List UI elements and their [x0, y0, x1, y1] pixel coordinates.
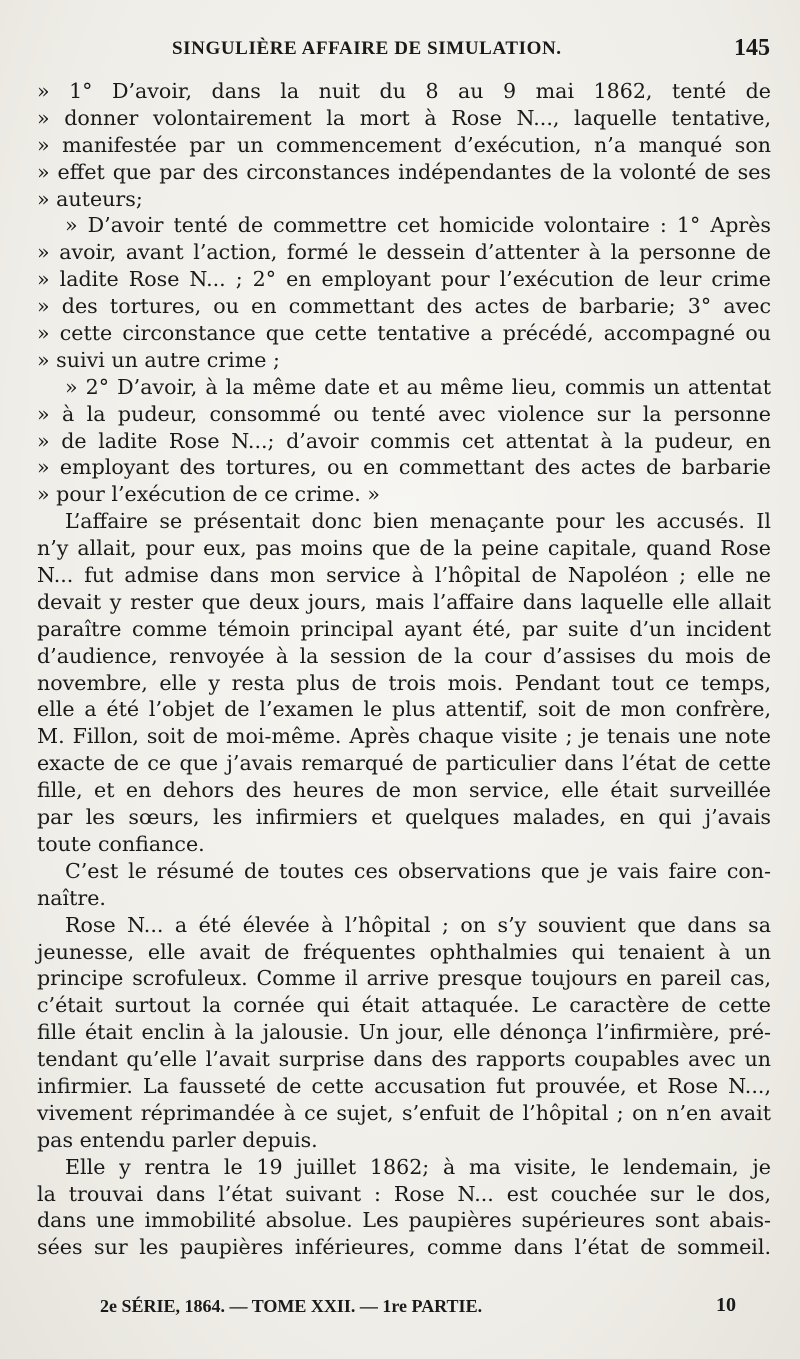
- text-line: devait y rester que deux jours, mais l’affaire dans laquelle elle allait: [37, 589, 771, 614]
- text-line: tendant qu’elle l’avait surprise dans des rapports coupables avec un: [37, 1047, 771, 1072]
- text-line: » 2° D’avoir, à la même date et au même lieu, commis un attentat: [65, 374, 771, 399]
- text-line: fille était enclin à la jalousie. Un jour, elle dénonça l’infirmière, pré-: [37, 1020, 771, 1045]
- page-number: 145: [734, 35, 770, 61]
- text-line: » manifestée par un commencement d’exécution, n’a manqué son: [37, 132, 771, 157]
- text-line: principe scrofuleux. Comme il arrive presque toujours en pareil cas,: [37, 966, 771, 991]
- text-line: Elle y rentra le 19 juillet 1862; à ma visite, le lendemain, je: [65, 1154, 771, 1179]
- signature-mark: 10: [716, 1294, 736, 1316]
- text-line: n’y allait, pour eux, pas moins que de la peine capitale, quand Rose: [37, 536, 771, 561]
- text-line: pas entendu parler depuis.: [37, 1127, 318, 1152]
- running-title: SINGULIÈRE AFFAIRE DE SIMULATION.: [172, 38, 562, 59]
- page-header: [60, 35, 770, 68]
- text-line: N... fut admise dans mon service à l’hôpital de Napoléon ; elle ne: [37, 563, 771, 588]
- series-info: 2e SÉRIE, 1864. — TOME XXII. — 1re PARTIE.: [100, 1296, 483, 1316]
- text-line: » auteurs;: [37, 186, 143, 211]
- text-line: » des tortures, ou en commettant des actes de barbarie; 3° avec: [37, 294, 771, 319]
- text-line: » de ladite Rose N...; d’avoir commis cet attentat à la pudeur, en: [37, 428, 771, 453]
- text-line: fille, et en dehors des heures de mon service, elle était surveillée: [37, 778, 771, 803]
- text-line: » avoir, avant l’action, formé le dessein d’attenter à la personne de: [37, 240, 771, 265]
- text-line: L’affaire se présentait donc bien menaçante pour les accusés. Il: [65, 509, 771, 534]
- text-line: C’est le résumé de toutes ces observations que je vais faire con-: [65, 858, 771, 883]
- text-line: » pour l’exécution de ce crime. »: [37, 482, 380, 507]
- text-line: paraître comme témoin principal ayant été, par suite d’un incident: [37, 616, 771, 641]
- text-line: » suivi un autre crime ;: [37, 347, 280, 372]
- text-line: d’audience, renvoyée à la session de la cour d’assises du mois de: [37, 643, 771, 668]
- text-line: toute confiance.: [37, 831, 205, 856]
- text-line: » effet que par des circonstances indépendantes de la volonté de ses: [37, 159, 771, 184]
- text-line: par les sœurs, les infirmiers et quelques malades, en qui j’avais: [37, 805, 771, 830]
- text-line: exacte de ce que j’avais remarqué de particulier dans l’état de cette: [37, 751, 771, 776]
- text-line: sées sur les paupières inférieures, comme dans l’état de sommeil.: [37, 1235, 771, 1260]
- text-line: dans une immobilité absolue. Les paupières supérieures sont abais-: [37, 1208, 771, 1233]
- text-line: » 1° D’avoir, dans la nuit du 8 au 9 mai 1862, tenté de: [37, 79, 771, 103]
- text-line: M. Fillon, soit de moi-même. Après chaque visite ; je tenais une note: [37, 724, 771, 749]
- page-footer: [100, 1296, 736, 1322]
- text-line: » employant des tortures, ou en commettant des actes de barbarie: [37, 455, 771, 480]
- text-line: jeunesse, elle avait de fréquentes ophthalmies qui tenaient à un: [37, 939, 771, 964]
- text-line: infirmier. La fausseté de cette accusation fut prouvée, et Rose N...,: [37, 1073, 771, 1098]
- text-line: » ladite Rose N... ; 2° en employant pour l’exécution de leur crime: [37, 267, 771, 292]
- body-text: [37, 78, 771, 1261]
- text-line: Rose N... a été élevée à l’hôpital ; on s’y souvient que dans sa: [65, 912, 771, 937]
- text-line: naître.: [37, 885, 106, 910]
- text-line: » donner volontairement la mort à Rose N..., laquelle tentative,: [37, 105, 771, 130]
- text-line: » cette circonstance que cette tentative a précédé, accompagné ou: [37, 321, 771, 346]
- text-line: » D’avoir tenté de commettre cet homicide volontaire : 1° Après: [65, 213, 771, 238]
- text-line: elle a été l’objet de l’examen le plus attentif, soit de mon confrère,: [37, 697, 771, 722]
- text-line: vivement réprimandée à ce sujet, s’enfuit de l’hôpital ; on n’en avait: [37, 1100, 771, 1125]
- text-line: c’était surtout la cornée qui était attaquée. Le caractère de cette: [37, 993, 771, 1018]
- text-line: novembre, elle y resta plus de trois mois. Pendant tout ce temps,: [37, 670, 771, 695]
- text-line: » à la pudeur, consommé ou tenté avec violence sur la personne: [37, 401, 771, 426]
- text-line: la trouvai dans l’état suivant : Rose N... est couchée sur le dos,: [37, 1181, 771, 1206]
